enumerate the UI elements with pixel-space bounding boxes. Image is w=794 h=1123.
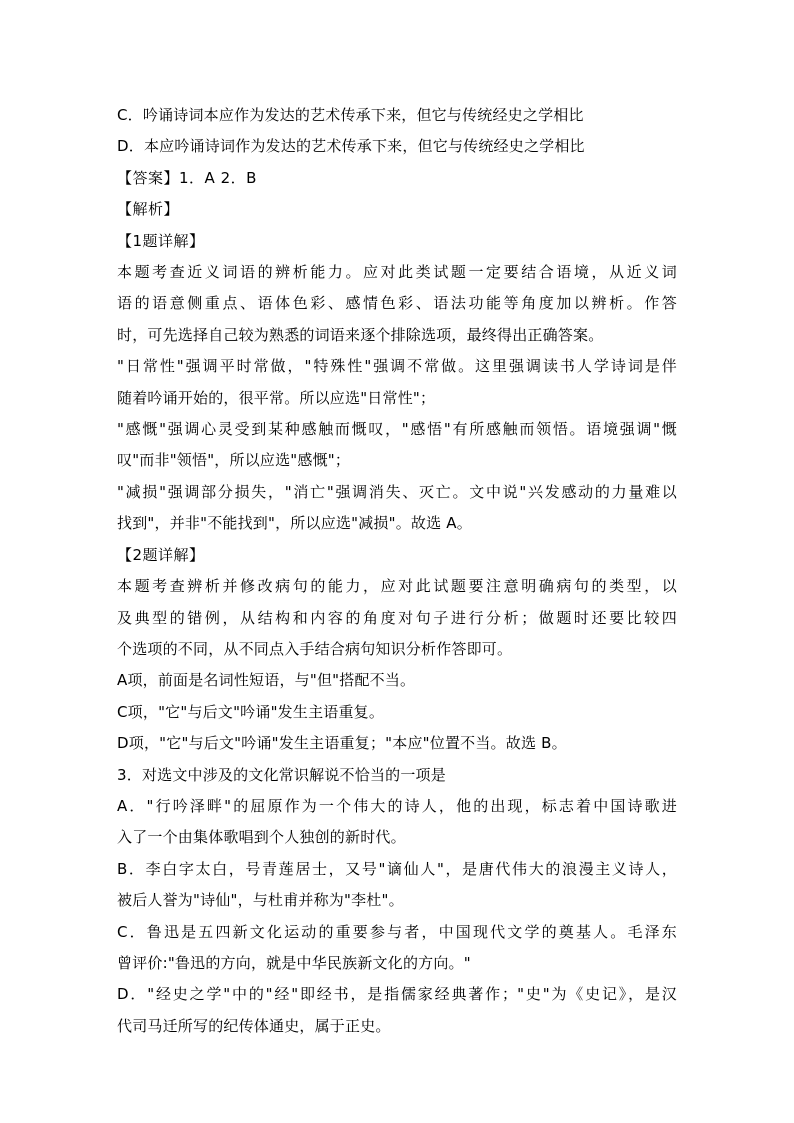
option-d-text: 代司马迁所写的纪传体通史，属于正史。 — [117, 1016, 391, 1035]
paragraph-line: C项，"它"与后文"吟诵"发生主语重复。 — [117, 702, 385, 721]
option-c-text: 曾评价:"鲁迅的方向，就是中华民族新文化的方向。" — [117, 953, 471, 972]
question-3-stem: 3．对选文中涉及的文化常识解说不恰当的一项是 — [117, 765, 446, 784]
option-c-text: C．鲁迅是五四新文化运动的重要参与者，中国现代文学的奠基人。毛泽东 — [117, 922, 677, 941]
option-a-text: 入了一个由集体歌唱到个人独创的新时代。 — [117, 828, 406, 847]
document-page — [117, 100, 677, 1042]
paragraph-line: 本题考查辨析并修改病句的能力，应对此试题要注意明确病句的类型，以 — [117, 577, 677, 596]
analysis-heading: 【解析】 — [117, 200, 180, 219]
paragraph-line: "减损"强调部分损失，"消亡"强调消失、灭亡。文中说"兴发感动的力量难以 — [117, 482, 677, 501]
paragraph-line: "日常性"强调平时常做，"特殊性"强调不常做。这里强调读书人学诗词是伴 — [117, 357, 677, 376]
paragraph-line: A项，前面是名词性短语，与"但"搭配不当。 — [117, 671, 416, 690]
option-b-text: 被后人誉为"诗仙"，与杜甫并称为"李杜"。 — [117, 891, 404, 910]
paragraph-line: 随着吟诵开始的，很平常。所以应选"日常性"； — [117, 388, 436, 407]
paragraph-line: "感慨"强调心灵受到某种感触而慨叹，"感悟"有所感触而领悟。语境强调"慨 — [117, 420, 677, 439]
option-c-text: C．吟诵诗词本应作为发达的艺术传承下来，但它与传统经史之学相比 — [117, 106, 584, 124]
option-b-text: B．李白字太白，号青莲居士，又号"谪仙人"，是唐代伟大的浪漫主义诗人， — [117, 859, 677, 878]
question-2-heading: 【2题详解】 — [117, 545, 205, 564]
option-a-text: A．"行吟泽畔"的屈原作为一个伟大的诗人，他的出现，标志着中国诗歌进 — [117, 796, 677, 815]
paragraph-line: 时，可先选择自己较为熟悉的词语来逐个排除选项，最终得出正确答案。 — [117, 325, 604, 344]
paragraph-line: 个选项的不同，从不同点入手结合病句知识分析作答即可。 — [117, 639, 513, 658]
question-1-heading: 【1题详解】 — [117, 231, 205, 250]
option-d-text: D．"经史之学"中的"经"即经书，是指儒家经典著作；"史"为《史记》，是汉 — [117, 985, 677, 1004]
paragraph-line: 找到"，并非"不能找到"，所以应选"减损"。故选 A。 — [117, 514, 472, 533]
paragraph-line: 本题考查近义词语的辨析能力。应对此类试题一定要结合语境，从近义词 — [117, 263, 677, 282]
paragraph-line: 语的语意侧重点、语体色彩、感情色彩、语法功能等角度加以辨析。作答 — [117, 294, 677, 313]
paragraph-line: D项，"它"与后文"吟诵"发生主语重复；"本应"位置不当。故选 B。 — [117, 734, 567, 753]
paragraph-line: 叹"而非"领悟"，所以应选"感慨"； — [117, 451, 351, 470]
option-d-text: D．本应吟诵诗词作为发达的艺术传承下来，但它与传统经史之学相比 — [117, 137, 585, 156]
answer-line: 【答案】1．A 2．B — [117, 168, 257, 187]
paragraph-line: 及典型的错例，从结构和内容的角度对句子进行分析；做题时还要比较四 — [117, 608, 677, 627]
